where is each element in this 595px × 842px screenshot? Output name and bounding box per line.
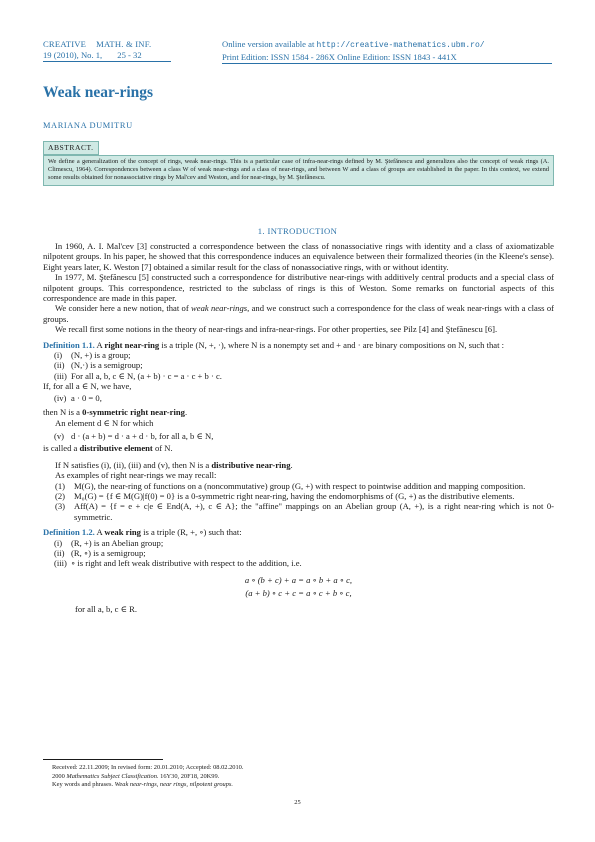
- definition-1-1: Definition 1.1. A right near-ring is a triple (N, +, ·), where N is a nonempty set and + and · are binary compositions on N, such that :: [43, 339, 504, 350]
- abstract-label: ABSTRACT.: [43, 141, 99, 155]
- def12-item-i: (i) (R, +) is an Abelian group;: [54, 537, 164, 548]
- msc-line: 2000 Mathematics Subject Classification. 16Y30, 20F18, 20K99.: [52, 772, 220, 780]
- abstract-text: We define a generalization of the concept of rings, weak near-rings. This is a particular case of infra-near-rings defined by M. Ştefănescu and generalizes also the concept of weak rings (A. Climescu, 1964). Correspondences between a class W of weak near-rings and a class of near-rings, and between W and a class of groups are established in the paper. In this context, we extend some results obtained for nonassociative rings by Mal'cev and Weston, and for near-rings, by M. Ştefănescu.: [43, 155, 554, 186]
- online-prefix: Online version available at: [222, 39, 315, 49]
- online-url-link[interactable]: http://creative-mathematics.ubm.ro/: [316, 41, 485, 50]
- volume-number: 19: [43, 49, 52, 60]
- example-3: (3) Aff(A) = {f = e + c|e ∈ End(A, +), c ∈ A}; the "affine" mappings on an Abelian group (A, +), is a right near-ring which is not 0-symmetric.: [55, 501, 554, 522]
- def12-item-iii: (iii) ∘ is right and left weak distributive with respect to the addition, i.e.: [54, 558, 302, 569]
- definition-1-2: Definition 1.2. A weak ring is a triple (R, +, ∘) such that:: [43, 527, 242, 538]
- def11-item-iv: (iv) a · 0 = 0,: [54, 392, 102, 403]
- paper-title: Weak near-rings: [43, 84, 154, 101]
- def12-item-ii: (ii) (R, ∘) is a semigroup;: [54, 547, 146, 558]
- def11-called: is called a distributive element of N.: [43, 443, 173, 454]
- received-dates: Received: 22.11.2009; In revised form: 20.01.2010; Accepted: 08.02.2010.: [52, 764, 244, 771]
- journal-name-1: CREATIVE: [43, 39, 87, 49]
- def11-item-ii: (ii) (N,·) is a semigroup;: [54, 360, 143, 371]
- journal-header: [43, 39, 171, 62]
- main-body: [43, 241, 554, 614]
- intro-paragraph-2: In 1977, M. Ştefănescu [5] constructed such a correspondence for distributive near-rings with additively central products and a special class of nilpotent groups. This correspondence, restricted to the subclass of rings is this of Weston. Some remarks on functorial aspects of this correspondence are made in this paper.: [43, 272, 554, 304]
- example-2: (2) M₀(G) = {f ∈ M(G)|f(0) = 0} is a 0-symmetric right near-ring, having the endomorphisms of (G, +) as the distributive elements.: [55, 490, 515, 501]
- intro-paragraph-3: We consider here a new notion, that of weak near-rings, and we construct such a correspondence for the class of weak near-rings with a class of groups.: [43, 303, 555, 324]
- def11-examples-intro: As examples of right near-rings we may recall:: [55, 470, 217, 481]
- author-name: MARIANA DUMITRU: [43, 121, 133, 130]
- def11-element-line: An element d ∈ N for which: [55, 417, 154, 428]
- intro-paragraph-4: We recall first some notions in the theory of near-rings and infra-near-rings. For other properties, see Pilz [4] and Ştefănescu [6].: [55, 324, 498, 335]
- keywords-line: Key words and phrases. Weak near-rings, near rings, nilpotent groups.: [52, 781, 234, 789]
- section-heading: 1. INTRODUCTION: [257, 226, 338, 236]
- page-number: 25: [294, 799, 301, 806]
- example-1: (1) M(G), the near-ring of functions on a (noncommutative) group (G, +) with respect to pointwise addition and mapping composition.: [55, 480, 526, 491]
- def11-if-all: If, for all a ∈ N, we have,: [43, 381, 132, 392]
- def11-then: then N is a 0-symmetric right near-ring.: [43, 407, 188, 418]
- footnote-rule: [43, 759, 163, 760]
- journal-name-2: MATH. & INF.: [96, 39, 152, 49]
- def11-item-v: (v) d · (a + b) = d · a + d · b, for all a, b ∈ N,: [54, 430, 214, 441]
- edition-info: [222, 39, 552, 64]
- def12-forall: for all a, b, c ∈ R.: [75, 603, 137, 614]
- equation-2: (a + b) ∘ c + c = a ∘ c + b ∘ c,: [245, 588, 352, 599]
- intro-paragraph-1: In 1960, A. I. Mal'cev [3] constructed a correspondence between the class of nonassociative rings with identity and a class of axiomatizable nilpotent groups. In his paper, he showed that this correspondence induces an equivalence between their formalized theories (in the Kleene's sense). Eight years later, K. Weston [7] obtained a similar result for the class of nonassociative rings, with or without identity.: [43, 241, 554, 272]
- def11-item-iii: (iii) For all a, b, c ∈ N, (a + b) · c = a · c + b · c.: [54, 370, 222, 381]
- def11-satisfies: If N satisfies (i), (ii), (iii) and (v), then N is a distributive near-ring.: [55, 459, 293, 470]
- footnotes: [52, 764, 243, 790]
- print-edition: Print Edition: ISSN 1584 - 286X Online Edition: ISSN 1843 - 441X: [222, 52, 552, 65]
- equation-1: a ∘ (b + c) + a = a ∘ b + a ∘ c,: [244, 574, 353, 585]
- def11-item-i: (i) (N, +) is a group;: [54, 350, 131, 361]
- year-issue: (2010), No. 1,: [53, 49, 103, 60]
- page-range: 25 - 32: [117, 49, 142, 60]
